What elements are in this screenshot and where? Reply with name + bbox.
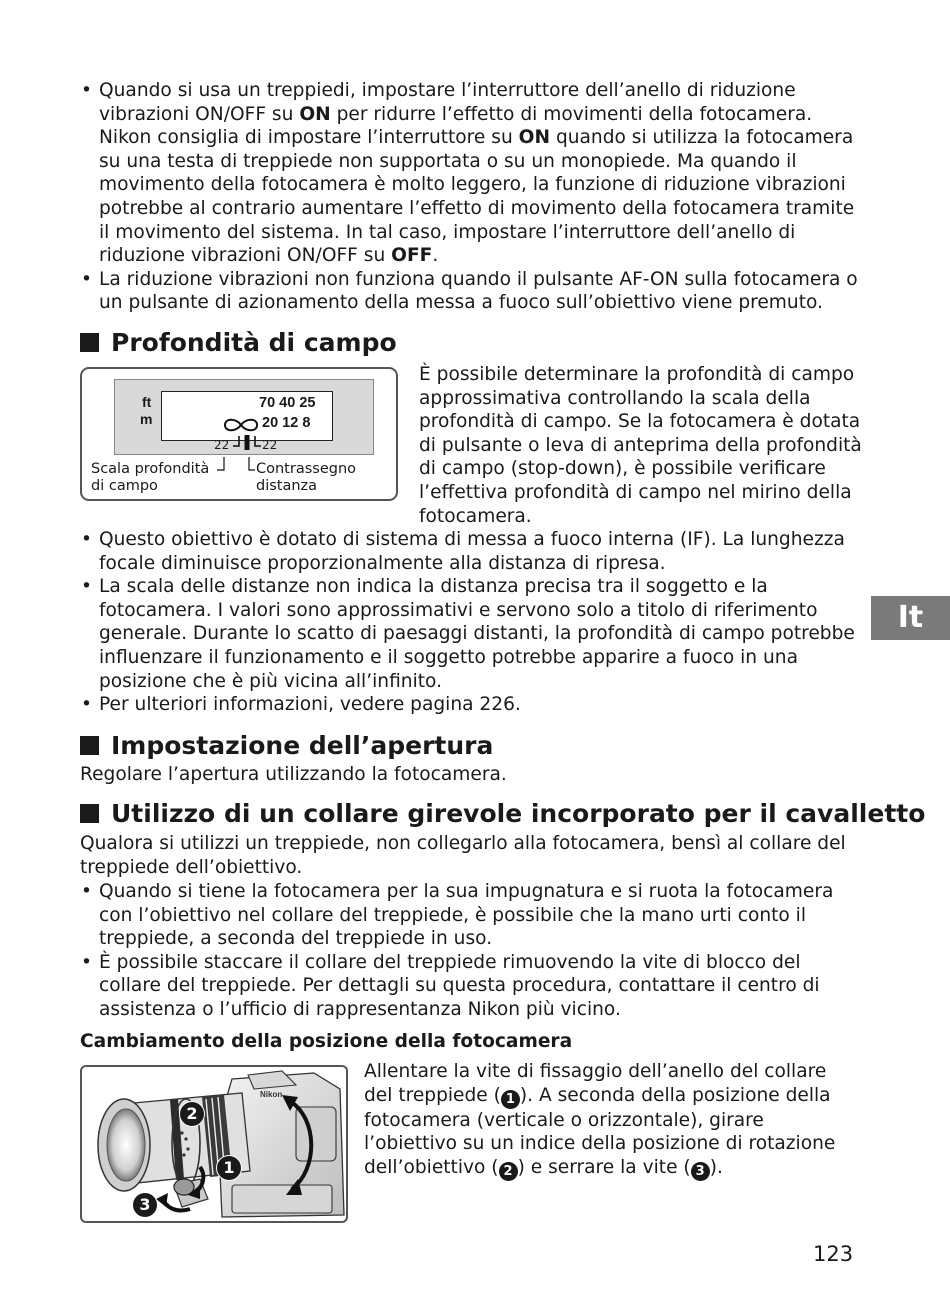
heading-square-marker xyxy=(80,333,99,352)
step-2-ref-icon: 2 xyxy=(499,1162,518,1181)
collar-bullet-2: • È possibile staccare il collare del treppiede rimuovendo la vite di blocco del collare del treppiede. Per dettagli su questa procedura, contattare il centro di assistenza o l’ufficio di rappresentanza Nikon più vicino. xyxy=(80,951,860,1022)
unit-ft-label: ft xyxy=(142,394,152,410)
camera-brand-text: Nikon xyxy=(260,1090,283,1099)
aperture-text: Regolare l’apertura utilizzando la fotocamera. xyxy=(80,764,507,785)
ft-scale-values: 70 40 25 xyxy=(259,395,316,411)
heading-square-marker xyxy=(80,804,99,823)
collar-intro-text: Qualora si utilizzi un treppiede, non collegarlo alla fotocamera, bensì al collare del treppiede dell’obiettivo. xyxy=(80,833,846,878)
dof-paragraph: È possibile determinare la profondità di campo approssimativa controllando la scala della profondità di campo. Se la fotocamera è dotata di pulsante o leva di anteprima della profondità di campo (stop-down), è possibile verificare l’effettiva profondità di campo nel mirino della fotocamera. xyxy=(419,364,862,527)
camera-collar-illustration xyxy=(80,1065,348,1223)
intro-bullet-2: • La riduzione vibrazioni non funziona quando il pulsante AF-ON sulla fotocamera o un pulsante di azionamento della messa a fuoco sull’obiettivo viene premuto. xyxy=(80,268,860,315)
unit-m-label: m xyxy=(140,411,153,427)
dof-index-left: 22 xyxy=(214,438,230,452)
dof-scale-label: Scala profondità di campo xyxy=(91,461,210,494)
aperture-heading: Impostazione dell’apertura xyxy=(80,730,493,762)
collar-bullet-list xyxy=(80,880,860,1022)
camera-position-paragraph: Allentare la vite di fissaggio dell’anello del collare del treppiede ( 1 ). A seconda della posizione della fotocamera (verticale o orizzontale), girare l’obiettivo su un indice della posizione di rotazione dell’obiettivo ( 2 ) e serrare la vite ( 3 ). xyxy=(364,1061,836,1179)
step-3-marker: 3 xyxy=(132,1192,158,1218)
language-tab: It xyxy=(871,596,950,640)
intro-bullet-list xyxy=(80,79,860,315)
dof-bullet-3: • Per ulteriori informazioni, vedere pagina 226. xyxy=(80,693,860,717)
step-1-ref-icon: 1 xyxy=(501,1090,520,1109)
camera-position-subheading: Cambiamento della posizione della fotocamera xyxy=(80,1031,573,1052)
collar-bullet-1: • Quando si tiene la fotocamera per la sua impugnatura e si ruota la fotocamera con l’obiettivo nel collare del treppiede, è possibile che la mano urti conto il treppiede, a seconda del treppiede in uso. xyxy=(80,880,860,951)
step-1-marker: 1 xyxy=(216,1155,242,1181)
dof-bullet-1: • Questo obiettivo è dotato di sistema di messa a fuoco interna (IF). La lunghezza focale diminuisce proporzionalmente alla distanza di ripresa. xyxy=(80,528,860,575)
dof-bullet-list xyxy=(80,528,860,717)
dof-scale-figure xyxy=(80,367,398,501)
step-2-marker: 2 xyxy=(179,1101,205,1127)
page-number: 123 xyxy=(813,1242,854,1266)
dof-bullet-2: • La scala delle distanze non indica la distanza precisa tra il soggetto e la fotocamera. I valori sono approssimativi e servono solo a titolo di riferimento generale. Durante lo scatto di paesaggi distanti, la profondità di campo potrebbe influenzare il funzionamento e il soggetto potrebbe apparire a fuoco in una posizione che è più vicina all’infinito. xyxy=(80,575,860,693)
intro-bullet-1: • Quando si usa un treppiedi, impostare l’interruttore dell’anello di riduzione vibrazioni ON/OFF su ON per ridurre l’effetto di movimenti della fotocamera. Nikon consiglia di impostare l’interruttore su ON quando si utilizza la fotocamera su una testa di treppiede non supportata o su un monopiede. Ma quando il movimento della fotocamera è molto leggero, la funzione di riduzione vibrazioni potrebbe al contrario aumentare l’effetto di movimento della fotocamera tramite il movimento del sistema. In tal caso, impostare l’interruttore dell’anello di riduzione vibrazioni ON/OFF su OFF. xyxy=(80,79,860,268)
collar-heading: Utilizzo di un collare girevole incorporato per il cavalletto xyxy=(80,798,925,830)
dof-heading: Profondità di campo xyxy=(80,327,397,359)
camera-lens-drawing xyxy=(82,1067,346,1221)
m-scale-values: 20 12 8 xyxy=(262,415,311,431)
dof-index-right: 22 xyxy=(262,438,278,452)
step-3-ref-icon: 3 xyxy=(691,1162,710,1181)
distance-mark-label: Contrassegno distanza xyxy=(256,461,357,494)
heading-square-marker xyxy=(80,736,99,755)
